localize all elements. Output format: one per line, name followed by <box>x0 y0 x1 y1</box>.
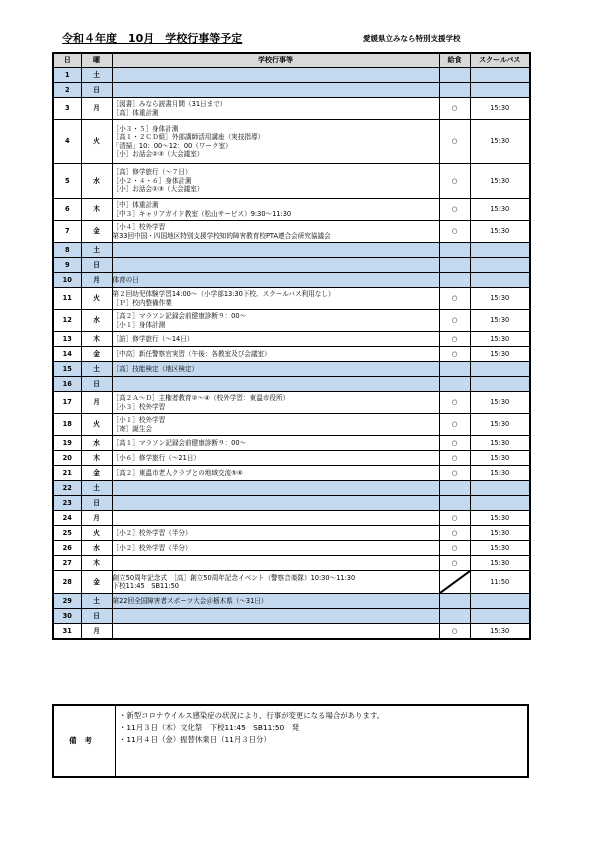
bus-time-cell: 15:30 <box>470 414 530 436</box>
weekday-cell: 金 <box>81 221 112 243</box>
bus-time-cell <box>470 273 530 288</box>
column-header-events: 学校行事等 <box>112 53 439 68</box>
events-cell <box>112 511 439 526</box>
event-line: 「清掃」10：00～12：00（ワーク室） <box>112 141 232 150</box>
column-header-bus: スクールバス <box>470 53 530 68</box>
lunch-cell: ○ <box>439 624 470 639</box>
lunch-cell: ○ <box>439 541 470 556</box>
day-cell: 20 <box>53 451 81 466</box>
bus-time-cell: 15:30 <box>470 451 530 466</box>
bus-time-cell: 15:30 <box>470 511 530 526</box>
event-line: ［小１］校外学習 <box>112 416 166 425</box>
weekday-cell: 日 <box>81 83 112 98</box>
day-cell: 6 <box>53 199 81 221</box>
table-row <box>53 120 530 164</box>
lunch-cell: ○ <box>439 347 470 362</box>
lunch-cell: ○ <box>439 288 470 310</box>
event-line: ［高］修学旅行（～７日） <box>112 168 192 177</box>
table-row <box>53 392 530 414</box>
day-cell: 29 <box>53 594 81 609</box>
day-cell: 12 <box>53 310 81 332</box>
bus-time-cell: 15:30 <box>470 164 530 199</box>
notes-body <box>116 705 529 777</box>
weekday-cell: 火 <box>81 288 112 310</box>
table-header-row <box>53 53 530 68</box>
event-line: ［高１・２ＣＤ組］外部講師活用講座（実技指導） <box>112 133 265 142</box>
day-cell: 15 <box>53 362 81 377</box>
bus-time-cell <box>470 377 530 392</box>
day-cell: 14 <box>53 347 81 362</box>
events-cell <box>112 332 439 347</box>
column-header-day: 日 <box>53 53 81 68</box>
lunch-cell: ○ <box>439 120 470 164</box>
events-cell <box>112 164 439 199</box>
day-cell: 21 <box>53 466 81 481</box>
weekday-cell: 水 <box>81 541 112 556</box>
day-cell: 30 <box>53 609 81 624</box>
events-cell <box>112 451 439 466</box>
day-cell: 19 <box>53 436 81 451</box>
lunch-cell: ○ <box>439 436 470 451</box>
event-line: ［高］技能検定（地区検定） <box>112 364 199 373</box>
event-line: ［Ｐ］校内整備作業 <box>112 298 172 307</box>
weekday-cell: 月 <box>81 273 112 288</box>
lunch-cell <box>439 377 470 392</box>
weekday-cell: 土 <box>81 362 112 377</box>
event-line: ［図書］みなら読書月間（31日まで） <box>112 100 227 109</box>
bus-time-cell <box>470 243 530 258</box>
day-cell: 25 <box>53 526 81 541</box>
weekday-cell: 月 <box>81 98 112 120</box>
events-cell <box>112 98 439 120</box>
bus-time-cell <box>470 609 530 624</box>
events-cell <box>112 258 439 273</box>
event-line: ［小６］修学旅行（～21日） <box>112 453 201 462</box>
weekday-cell: 土 <box>81 68 112 83</box>
bus-time-cell: 15:30 <box>470 526 530 541</box>
events-cell <box>112 624 439 639</box>
lunch-cell: ○ <box>439 556 470 571</box>
lunch-cell: ○ <box>439 310 470 332</box>
weekday-cell: 水 <box>81 436 112 451</box>
events-cell <box>112 243 439 258</box>
event-line: 第33回中国・四国地区特別支援学校知的障害教育校PTA連合会研究協議会 <box>112 231 331 240</box>
table-row <box>53 258 530 273</box>
school-name: 愛媛県立みなら特別支援学校 <box>363 34 461 43</box>
table-row <box>53 164 530 199</box>
events-cell <box>112 83 439 98</box>
weekday-cell: 金 <box>81 571 112 594</box>
event-line: ［高１］マラソン記録会前健康診断９：00～ <box>112 438 247 447</box>
bus-time-cell: 15:30 <box>470 541 530 556</box>
events-cell <box>112 68 439 83</box>
lunch-cell: ○ <box>439 511 470 526</box>
weekday-cell: 水 <box>81 310 112 332</box>
table-row <box>53 526 530 541</box>
day-cell: 3 <box>53 98 81 120</box>
column-header-lunch: 給食 <box>439 53 470 68</box>
weekday-cell: 土 <box>81 594 112 609</box>
weekday-cell: 月 <box>81 511 112 526</box>
bus-time-cell <box>470 362 530 377</box>
table-row <box>53 541 530 556</box>
table-row <box>53 68 530 83</box>
table-row <box>53 624 530 639</box>
table-row <box>53 362 530 377</box>
events-cell <box>112 199 439 221</box>
bus-time-cell: 15:30 <box>470 556 530 571</box>
note-line: ・新型コロナウイルス感染症の状況により、行事が変更になる場合があります。 <box>119 711 385 720</box>
table-row <box>53 98 530 120</box>
weekday-cell: 水 <box>81 164 112 199</box>
table-row <box>53 571 530 594</box>
lunch-cell: ○ <box>439 98 470 120</box>
day-cell: 10 <box>53 273 81 288</box>
day-cell: 9 <box>53 258 81 273</box>
events-cell <box>112 571 439 594</box>
events-cell <box>112 392 439 414</box>
day-cell: 11 <box>53 288 81 310</box>
day-cell: 22 <box>53 481 81 496</box>
day-cell: 17 <box>53 392 81 414</box>
lunch-cell: ○ <box>439 199 470 221</box>
table-row <box>53 594 530 609</box>
event-line: ［小３］校外学習 <box>112 402 166 411</box>
notes-row <box>53 705 528 777</box>
weekday-cell: 日 <box>81 377 112 392</box>
bus-time-cell: 15:30 <box>470 347 530 362</box>
lunch-cell: ○ <box>439 332 470 347</box>
day-cell: 7 <box>53 221 81 243</box>
table-row <box>53 347 530 362</box>
event-line: 第２回幼児体験学習14:00～（小学部13:30下校、スクールバス利用なし） <box>112 290 335 299</box>
event-line: ［高２］マラソン記録会前健康診断９：00～ <box>112 312 247 321</box>
weekday-cell: 木 <box>81 556 112 571</box>
day-cell: 5 <box>53 164 81 199</box>
day-cell: 13 <box>53 332 81 347</box>
events-cell <box>112 221 439 243</box>
lunch-cell: ○ <box>439 164 470 199</box>
events-cell <box>112 120 439 164</box>
bus-time-cell: 15:30 <box>470 310 530 332</box>
day-cell: 27 <box>53 556 81 571</box>
bus-time-cell: 15:30 <box>470 624 530 639</box>
events-cell <box>112 496 439 511</box>
event-line: 創立50周年記念式 ［高］創立50周年記念イベント（警察音楽隊）10:30～11:30 <box>112 573 356 582</box>
event-line: ［小２］校外学習（半分） <box>112 543 192 552</box>
events-cell <box>112 362 439 377</box>
lunch-cell <box>439 571 470 594</box>
events-cell <box>112 556 439 571</box>
day-cell: 1 <box>53 68 81 83</box>
bus-time-cell: 15:30 <box>470 332 530 347</box>
bus-time-cell: 15:30 <box>470 466 530 481</box>
day-cell: 31 <box>53 624 81 639</box>
note-line: ・11月４日（金）振替休業日（11月３日分） <box>119 735 271 744</box>
table-row <box>53 466 530 481</box>
event-line: ［小］お話会②③（大会議室） <box>112 149 204 158</box>
table-row <box>53 199 530 221</box>
event-line: ［訪］修学旅行（～14日） <box>112 334 194 343</box>
table-row <box>53 273 530 288</box>
event-line: ［小３・５］身体計測 <box>112 124 179 133</box>
event-line: ［寄］誕生会 <box>112 424 153 433</box>
lunch-cell: ○ <box>439 451 470 466</box>
table-row <box>53 243 530 258</box>
events-cell <box>112 466 439 481</box>
bus-time-cell: 15:30 <box>470 288 530 310</box>
bus-time-cell <box>470 258 530 273</box>
day-cell: 23 <box>53 496 81 511</box>
weekday-cell: 木 <box>81 332 112 347</box>
weekday-cell: 日 <box>81 258 112 273</box>
table-row <box>53 414 530 436</box>
lunch-cell <box>439 496 470 511</box>
notes-label: 備考 <box>53 705 116 777</box>
bus-time-cell: 15:30 <box>470 221 530 243</box>
lunch-cell: ○ <box>439 466 470 481</box>
bus-time-cell <box>470 496 530 511</box>
day-cell: 8 <box>53 243 81 258</box>
table-row <box>53 556 530 571</box>
events-cell <box>112 273 439 288</box>
weekday-cell: 木 <box>81 451 112 466</box>
events-cell <box>112 414 439 436</box>
bus-time-cell: 15:30 <box>470 436 530 451</box>
event-line: 体育の日 <box>112 275 139 284</box>
schedule-table <box>52 52 531 640</box>
weekday-cell: 金 <box>81 466 112 481</box>
weekday-cell: 火 <box>81 526 112 541</box>
lunch-cell: ○ <box>439 392 470 414</box>
bus-time-cell <box>470 481 530 496</box>
event-line: ［小２］校外学習（半分） <box>112 528 192 537</box>
events-cell <box>112 377 439 392</box>
weekday-cell: 月 <box>81 624 112 639</box>
lunch-cell <box>439 68 470 83</box>
event-line: ［小４］校外学習 <box>112 223 166 232</box>
bus-time-cell: 15:30 <box>470 98 530 120</box>
lunch-cell <box>439 83 470 98</box>
table-row <box>53 451 530 466</box>
table-row <box>53 288 530 310</box>
event-line: ［高］体重計測 <box>112 108 159 117</box>
table-row <box>53 221 530 243</box>
bus-time-cell <box>470 68 530 83</box>
note-line: ・11月３日（木）文化祭 下校11:45 SB11:50 発 <box>119 723 300 732</box>
lunch-cell: ○ <box>439 414 470 436</box>
events-cell <box>112 594 439 609</box>
table-row <box>53 511 530 526</box>
event-line: ［中高］新任警察官実習（午後：各教室及び会議室） <box>112 349 271 358</box>
lunch-cell <box>439 609 470 624</box>
event-line: ［中］体重計測 <box>112 201 159 210</box>
weekday-cell: 日 <box>81 609 112 624</box>
lunch-cell: ○ <box>439 526 470 541</box>
table-row <box>53 310 530 332</box>
lunch-cell <box>439 594 470 609</box>
table-row <box>53 609 530 624</box>
bus-time-cell: 15:30 <box>470 199 530 221</box>
event-line: ［中３］キャリアガイド教室（松山サービス）9:30～11:30 <box>112 209 292 218</box>
event-line: ［高２Ａ～Ｄ］主権者教育②～④（校外学習：東温市役所） <box>112 394 290 403</box>
weekday-cell: 火 <box>81 120 112 164</box>
weekday-cell: 木 <box>81 199 112 221</box>
bus-time-cell: 15:30 <box>470 120 530 164</box>
bus-time-cell <box>470 83 530 98</box>
event-line: ［高２］東温市老人クラブとの地域交流⑤⑥ <box>112 468 244 477</box>
events-cell <box>112 347 439 362</box>
lunch-cell <box>439 273 470 288</box>
event-line: ［小１］身体計測 <box>112 320 166 329</box>
event-line: 第22回全国障害者スポーツ大会＠栃木県（～31日） <box>112 596 268 605</box>
day-cell: 2 <box>53 83 81 98</box>
weekday-cell: 月 <box>81 392 112 414</box>
lunch-cell <box>439 481 470 496</box>
notes-table <box>52 704 529 778</box>
weekday-cell: 火 <box>81 414 112 436</box>
no-lunch-slash <box>440 571 470 593</box>
table-row <box>53 377 530 392</box>
weekday-cell: 金 <box>81 347 112 362</box>
day-cell: 26 <box>53 541 81 556</box>
bus-time-cell: 11:50 <box>470 571 530 594</box>
events-cell <box>112 310 439 332</box>
events-cell <box>112 288 439 310</box>
schedule-body <box>53 68 530 639</box>
events-cell <box>112 609 439 624</box>
day-cell: 16 <box>53 377 81 392</box>
table-row <box>53 332 530 347</box>
day-cell: 4 <box>53 120 81 164</box>
bus-time-cell <box>470 594 530 609</box>
page-title: 令和４年度 10月 学校行事等予定 <box>62 32 243 45</box>
lunch-cell <box>439 243 470 258</box>
events-cell <box>112 436 439 451</box>
events-cell <box>112 541 439 556</box>
day-cell: 28 <box>53 571 81 594</box>
event-line: ［小２・４・６］身体計測 <box>112 176 192 185</box>
day-cell: 18 <box>53 414 81 436</box>
column-header-weekday: 曜 <box>81 53 112 68</box>
weekday-cell: 土 <box>81 481 112 496</box>
event-line: 下校11:45 SB11:50 <box>112 582 179 590</box>
events-cell <box>112 526 439 541</box>
table-row <box>53 83 530 98</box>
weekday-cell: 土 <box>81 243 112 258</box>
event-line: ［小］お話会②③（大会議室） <box>112 185 204 194</box>
table-row <box>53 481 530 496</box>
lunch-cell: ○ <box>439 221 470 243</box>
table-row <box>53 436 530 451</box>
bus-time-cell: 15:30 <box>470 392 530 414</box>
events-cell <box>112 481 439 496</box>
lunch-cell <box>439 258 470 273</box>
table-row <box>53 496 530 511</box>
weekday-cell: 日 <box>81 496 112 511</box>
lunch-cell <box>439 362 470 377</box>
day-cell: 24 <box>53 511 81 526</box>
